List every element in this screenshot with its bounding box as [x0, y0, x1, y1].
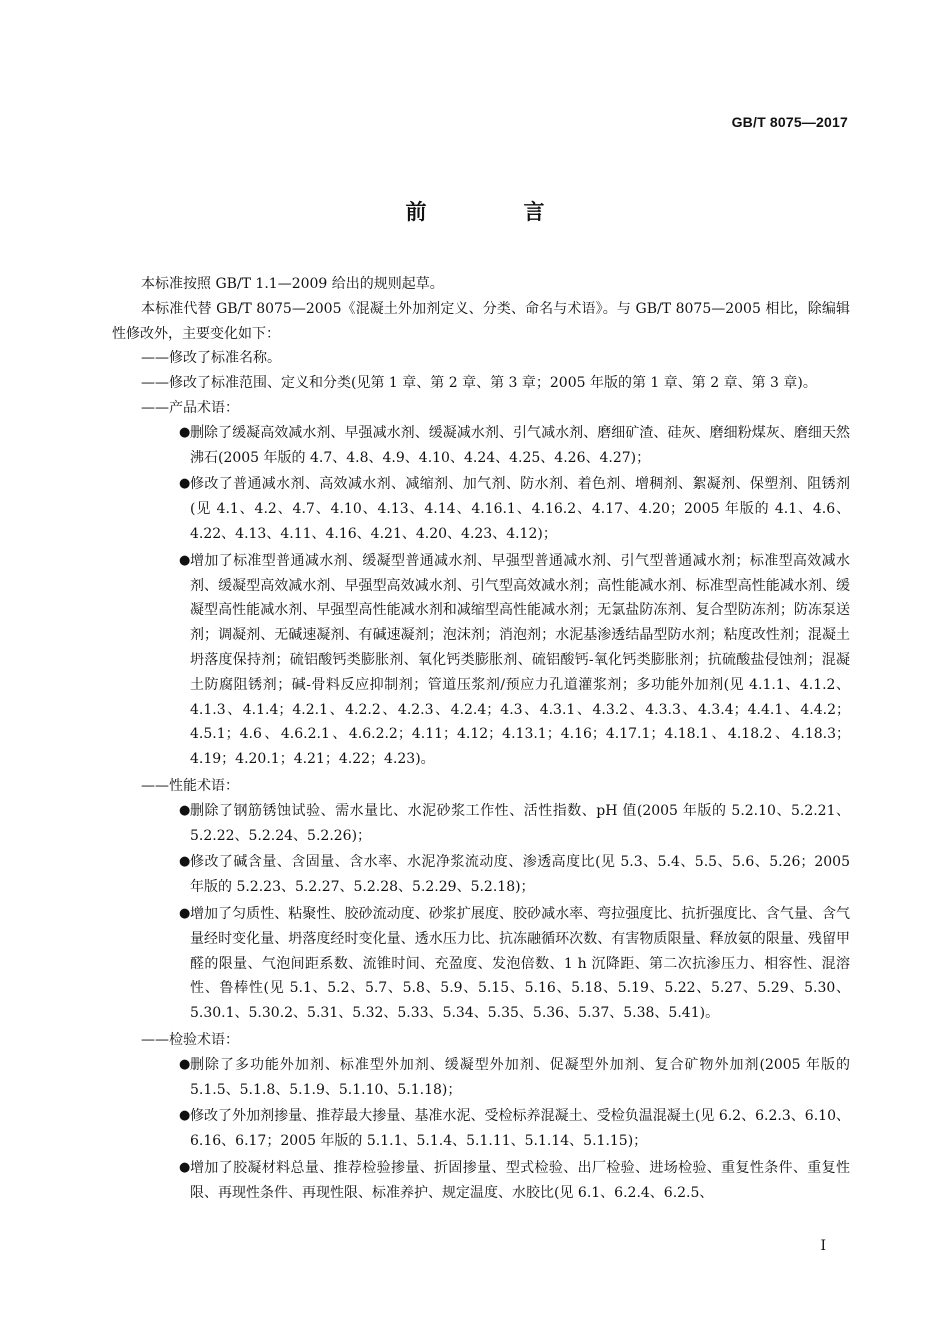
list-item: ● 修改了碱含量、含固量、含水率、水泥净浆流动度、渗透高度比(见 5.3、5.4、5.5、5.6、5.26；2005 年版的 5.2.23、5.2.27、5.2.28、5.2.29、5.2.18)；: [112, 850, 850, 900]
document-body: [112, 272, 850, 1207]
list-item: ● 增加了标准型普通减水剂、缓凝型普通减水剂、早强型普通减水剂、引气型普通减水剂；标准型高效减水剂、缓凝型高效减水剂、早强型高效减水剂、引气型高效减水剂；高性能减水剂、标准型高性能减水剂、缓凝型高性能减水剂、早强型高性能减水剂和减缩型高性能减水剂；无氯盐防冻剂、复合型防冻剂；防冻泵送剂；调凝剂、无碱速凝剂、有碱速凝剂；泡沫剂；消泡剂；水泥基渗透结晶型防水剂；粘度改性剂；混凝土坍落度保持剂；硫铝酸钙类膨胀剂、氧化钙类膨胀剂、硫铝酸钙-氧化钙类膨胀剂；抗硫酸盐侵蚀剂；混凝土防腐阻锈剂；碱-骨料反应抑制剂；管道压浆剂/预应力孔道灌浆剂；多功能外加剂(见 4.1.1、4.1.2、4.1.3、4.1.4；4.2.1、4.2.2、4.2.3、4.2.4；4.3、4.3.1、4.3.2、4.3.3、4.3.4；4.4.1、4.4.2；4.5.1；4.6、4.6.2.1、4.6.2.2；4.11；4.12；4.13.1；4.16；4.17.1；4.18.1、4.18.2、4.18.3；4.19；4.20.1；4.21；4.22；4.23)。: [112, 549, 850, 772]
bullet-icon: ●: [179, 854, 191, 870]
paragraph-drafting-rules: 本标准按照 GB/T 1.1—2009 给出的规则起草。: [141, 276, 444, 292]
list-item: ● 删除了缓凝高效减水剂、早强减水剂、缓凝减水剂、引气减水剂、磨细矿渣、硅灰、磨细粉煤灰、磨细天然沸石(2005 年版的 4.7、4.8、4.9、4.10、4.24、4.25、4.26、4.27)；: [112, 421, 850, 471]
bullet-icon: ●: [179, 905, 191, 921]
change-item-name: ——修改了标准名称。: [141, 350, 281, 367]
paragraph-replacement: 本标准代替 GB/T 8075—2005《混凝土外加剂定义、分类、命名与术语》。与 GB/T 8075—2005 相比，除编辑性修改外，主要变化如下：: [112, 300, 850, 342]
section-performance-terms: ——性能术语：: [141, 777, 239, 794]
list-item: ● 增加了胶凝材料总量、推荐检验掺量、折固掺量、型式检验、出厂检验、进场检验、重复性条件、重复性限、再现性条件、再现性限、标准养护、规定温度、水胶比(见 6.1、6.2.4、6.2.5、: [112, 1156, 850, 1206]
list-item: ● 修改了外加剂掺量、推荐最大掺量、基准水泥、受检标养混凝土、受检负温混凝土(见 6.2、6.2.3、6.10、6.16、6.17；2005 年版的 5.1.1、5.1.4、5.1.11、5.1.14、5.1.15)；: [112, 1104, 850, 1154]
bullet-icon: ●: [179, 476, 191, 492]
page-number: I: [820, 1238, 826, 1254]
bullet-icon: ●: [179, 552, 191, 568]
section-test-terms: ——检验术语：: [141, 1031, 239, 1048]
section-product-terms: ——产品术语：: [141, 399, 239, 416]
list-item: ● 修改了普通减水剂、高效减水剂、减缩剂、加气剂、防水剂、着色剂、增稠剂、絮凝剂、保塑剂、阻锈剂(见 4.1、4.2、4.7、4.10、4.13、4.14、4.16.1、4.16.2、4.17、4.20；2005 年版的 4.1、4.6、4.22、4.13、4.11、4.16、4.21、4.20、4.23、4.12)；: [112, 472, 850, 546]
standard-number: GB/T 8075—2017: [731, 114, 848, 130]
list-item: ● 增加了匀质性、粘聚性、胶砂流动度、砂浆扩展度、胶砂减水率、弯拉强度比、抗折强度比、含气量、含气量经时变化量、坍落度经时变化量、透水压力比、抗冻融循环次数、有害物质限量、释放氨的限量、残留甲醛的限量、气泡间距系数、流锥时间、充盈度、发泡倍数、1 h 沉降距、第二次抗渗压力、相容性、混溶性、鲁棒性(见 5.1、5.2、5.7、5.8、5.9、5.15、5.16、5.18、5.19、5.22、5.27、5.29、5.30、5.30.1、5.30.2、5.31、5.32、5.33、5.34、5.35、5.36、5.37、5.38、5.41)。: [112, 902, 850, 1026]
bullet-icon: ●: [179, 802, 191, 818]
bullet-icon: ●: [179, 1159, 191, 1175]
page-title: 前 言: [405, 200, 583, 224]
list-item: ● 删除了钢筋锈蚀试验、需水量比、水泥砂浆工作性、活性指数、pH 值(2005 年版的 5.2.10、5.2.21、5.2.22、5.2.24、5.2.26)；: [112, 799, 850, 849]
bullet-icon: ●: [179, 1108, 191, 1124]
bullet-icon: ●: [179, 424, 191, 440]
bullet-icon: ●: [179, 1056, 191, 1072]
change-item-scope: ——修改了标准范围、定义和分类(见第 1 章、第 2 章、第 3 章；2005 年版的第 1 章、第 2 章、第 3 章)。: [141, 375, 817, 392]
list-item: ● 删除了多功能外加剂、标准型外加剂、缓凝型外加剂、促凝型外加剂、复合矿物外加剂(2005 年版的 5.1.5、5.1.8、5.1.9、5.1.10、5.1.18)；: [112, 1053, 850, 1103]
